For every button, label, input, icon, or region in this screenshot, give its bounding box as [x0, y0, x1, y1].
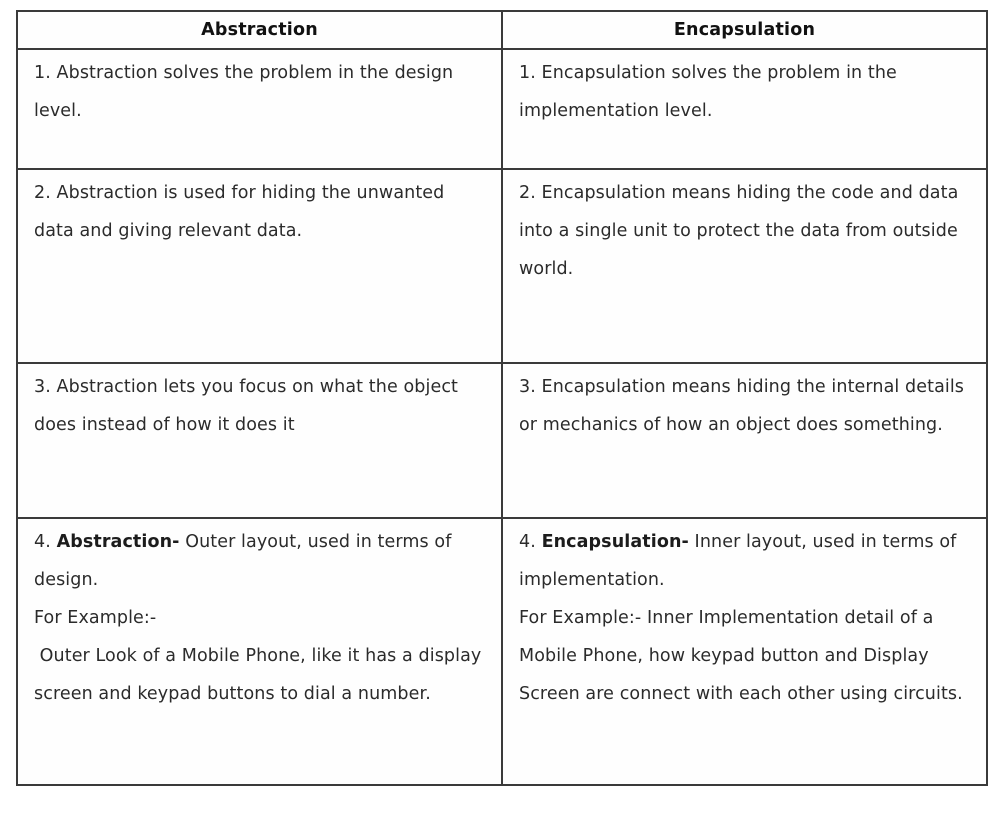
term-description: Inner layout, used in terms of implementation. — [519, 532, 957, 590]
table-row — [17, 49, 987, 169]
cell-text — [34, 523, 486, 599]
cell-text: 2. Abstraction is used for hiding the unwanted data and giving relevant data. — [34, 183, 445, 241]
table-header-row — [17, 11, 987, 49]
cell-text: 1. Encapsulation solves the problem in the implementation level. — [519, 63, 897, 121]
cell-text: 2. Encapsulation means hiding the code and data into a single unit to protect the data from outside world. — [519, 183, 959, 279]
cell-encapsulation-3 — [502, 363, 987, 518]
example-text: For Example:- Inner Implementation detail of a Mobile Phone, how keypad button and Display Screen are connect with each other using circuits. — [519, 608, 963, 704]
table-row — [17, 169, 987, 363]
cell-abstraction-3 — [17, 363, 502, 518]
cell-text — [519, 523, 971, 599]
term-encapsulation: Encapsulation- — [541, 532, 689, 552]
example-text: Outer Look of a Mobile Phone, like it has a display screen and keypad buttons to dial a number. — [34, 646, 482, 704]
cell-abstraction-1 — [17, 49, 502, 169]
column-header-encapsulation: Encapsulation — [502, 11, 987, 49]
column-header-abstraction: Abstraction — [17, 11, 502, 49]
cell-encapsulation-2 — [502, 169, 987, 363]
term-abstraction: Abstraction- — [56, 532, 180, 552]
abstraction-encapsulation-table — [16, 10, 988, 786]
cell-abstraction-4 — [17, 518, 502, 785]
cell-encapsulation-4 — [502, 518, 987, 785]
cell-text: 3. Encapsulation means hiding the internal details or mechanics of how an object does something. — [519, 377, 965, 435]
cell-text: 3. Abstraction lets you focus on what the object does instead of how it does it — [34, 377, 459, 435]
cell-text: 1. Abstraction solves the problem in the design level. — [34, 63, 454, 121]
term-description: Outer layout, used in terms of design. — [34, 532, 452, 590]
table-row — [17, 518, 987, 785]
cell-encapsulation-1 — [502, 49, 987, 169]
item-number: 4. — [519, 532, 542, 552]
item-number: 4. — [34, 532, 57, 552]
example-label: For Example:- — [34, 608, 157, 628]
cell-abstraction-2 — [17, 169, 502, 363]
table-row — [17, 363, 987, 518]
